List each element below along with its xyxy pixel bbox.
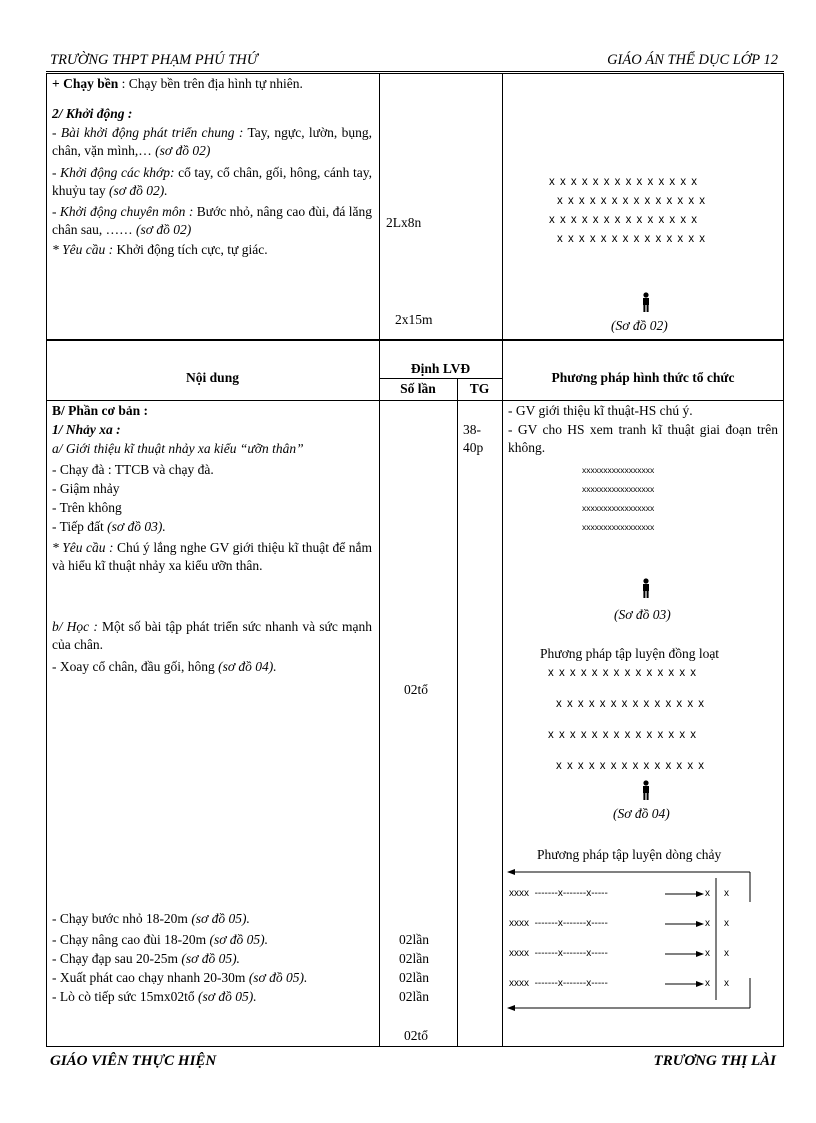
teacher-icon <box>641 578 651 598</box>
diagram-caption: (Sơ đồ 04) <box>613 806 670 821</box>
formation-row: x x x x x x x x x x x x x x <box>557 233 707 245</box>
header-rule <box>46 71 784 72</box>
flow-side: x <box>724 948 729 959</box>
flow-row: xxxx -------x-------x----- <box>509 918 608 929</box>
main-divider-1 <box>379 340 380 1047</box>
col-method: Phương pháp hình thức tổ chức <box>551 370 735 385</box>
flow-row: xxxx -------x-------x----- <box>509 888 608 899</box>
formation-row: x x x x x x x x x x x x x x <box>556 698 706 710</box>
dose-value: 02tổ <box>404 1028 429 1043</box>
warmup-special: - Khởi động chuyên môn : Bước nhỏ, nâng cao đùi, đá lăng chân sau, …… (sơ đồ 02) <box>52 204 372 237</box>
flow-end: x <box>705 948 710 959</box>
formation-row: x x x x x x x x x x x x x x <box>548 729 698 741</box>
footer-teacher-name: TRƯƠNG THỊ LÀI <box>653 1053 776 1069</box>
drill-item: - Xuất phát cao chạy nhanh 20-30m (sơ đồ 05). <box>52 970 308 985</box>
flow-end: x <box>705 978 710 989</box>
method-title: Phương pháp tập luyện đồng loạt <box>540 646 720 661</box>
diagram-caption: (Sơ đồ 03) <box>614 607 671 622</box>
dose-2x15m: 2x15m <box>395 312 433 327</box>
dense-row: xxxxxxxxxxxxxxxxx <box>582 503 655 513</box>
dense-row: xxxxxxxxxxxxxxxxx <box>582 465 655 475</box>
technique-title: a/ Giới thiệu kĩ thuật nhảy xa kiểu “ưỡn thân” <box>52 441 304 456</box>
formation-row: x x x x x x x x x x x x x x <box>549 214 699 226</box>
section-title: B/ Phần cơ bản : <box>52 403 148 418</box>
tg-value: 38-40p <box>463 422 484 455</box>
flow-diagram <box>500 860 780 1020</box>
dense-row: xxxxxxxxxxxxxxxxx <box>582 484 655 494</box>
flow-row: xxxx -------x-------x----- <box>509 948 608 959</box>
footer-teacher-label: GIÁO VIÊN THỰC HIỆN <box>50 1053 217 1069</box>
flow-side: x <box>724 918 729 929</box>
phase-item: - Trên không <box>52 500 122 515</box>
teacher-icon <box>641 292 651 312</box>
warmup-joints: - Khởi động các khớp: cổ tay, cổ chân, gối, hông, cánh tay, khuỷu tay (sơ đồ 02). <box>52 165 372 198</box>
endurance-line: + Chạy bền : Chạy bền trên địa hình tự nhiên. <box>52 76 303 91</box>
learn-intro: b/ Học : Một số bài tập phát triển sức nhanh và sức mạnh của chân. <box>52 619 372 652</box>
formation-row: x x x x x x x x x x x x x x <box>556 760 706 772</box>
dose-2lx8n: 2Lx8n <box>386 215 422 230</box>
drill-item: - Chạy đạp sau 20-25m (sơ đồ 05). <box>52 951 240 966</box>
method-line: - GV giới thiệu kĩ thuật-HS chú ý. <box>508 403 693 418</box>
col-times: Số lần <box>400 381 436 396</box>
flow-side: x <box>724 978 729 989</box>
dose-value: 02lần <box>399 951 429 966</box>
warmup-general: - Bài khởi động phát triển chung : Tay, ngực, lườn, bụng, chân, vặn mình,… (sơ đồ 02) <box>52 125 372 158</box>
dose-value: 02tổ <box>404 682 429 697</box>
formation-row: x x x x x x x x x x x x x x <box>549 176 699 188</box>
method-title: Phương pháp tập luyện dòng chảy <box>537 847 722 862</box>
flow-end: x <box>705 888 710 899</box>
flow-row: xxxx -------x-------x----- <box>509 978 608 989</box>
dose-value: 02lần <box>399 989 429 1004</box>
main-divider-tg <box>457 378 458 1047</box>
formation-row: x x x x x x x x x x x x x x <box>548 667 698 679</box>
top-divider-1 <box>379 73 380 340</box>
flow-end: x <box>705 918 710 929</box>
header-school: TRƯỜNG THPT PHẠM PHÚ THỨ <box>50 52 258 68</box>
header-bottom-line <box>46 400 784 401</box>
formation-row: x x x x x x x x x x x x x x <box>557 195 707 207</box>
drill-item: - Xoay cổ chân, đầu gối, hông (sơ đồ 04). <box>52 659 277 674</box>
drill-item: - Lò cò tiếp sức 15mx02tổ (sơ đồ 05). <box>52 989 257 1004</box>
warmup-title: 2/ Khởi động : <box>52 106 133 121</box>
warmup-requirement: * Yêu cầu : Khởi động tích cực, tự giác. <box>52 242 268 257</box>
jump-title: 1/ Nhảy xa : <box>52 422 121 437</box>
flow-side: x <box>724 888 729 899</box>
dense-row: xxxxxxxxxxxxxxxxx <box>582 522 655 532</box>
technique-requirement: * Yêu cầu : Chú ý lắng nghe GV giới thiệu kĩ thuật để nắm và hiểu kĩ thuật nhảy xa kiểu ưỡn thân. <box>52 540 372 573</box>
col-dose: Định LVĐ <box>410 361 471 376</box>
header-split-line <box>379 378 502 379</box>
dose-value: 02lần <box>399 970 429 985</box>
teacher-icon <box>641 780 651 800</box>
phase-item: - Chạy đà : TTCB và chạy đà. <box>52 462 214 477</box>
drill-item: - Chạy bước nhỏ 18-20m (sơ đồ 05). <box>52 911 250 926</box>
phase-item: - Tiếp đất (sơ đồ 03). <box>52 519 166 534</box>
dose-value: 02lần <box>399 932 429 947</box>
drill-item: - Chạy nâng cao đùi 18-20m (sơ đồ 05). <box>52 932 269 947</box>
method-line: - GV cho HS xem tranh kĩ thuật giai đoạn trên không. <box>508 422 778 455</box>
phase-item: - Giậm nhảy <box>52 481 120 496</box>
header-title: GIÁO ÁN THỂ DỤC LỚP 12 <box>607 52 778 68</box>
top-divider-2 <box>502 73 503 340</box>
col-tg: TG <box>469 381 490 396</box>
diagram-caption: (Sơ đồ 02) <box>611 318 668 333</box>
col-content: Nội dung <box>186 370 239 385</box>
